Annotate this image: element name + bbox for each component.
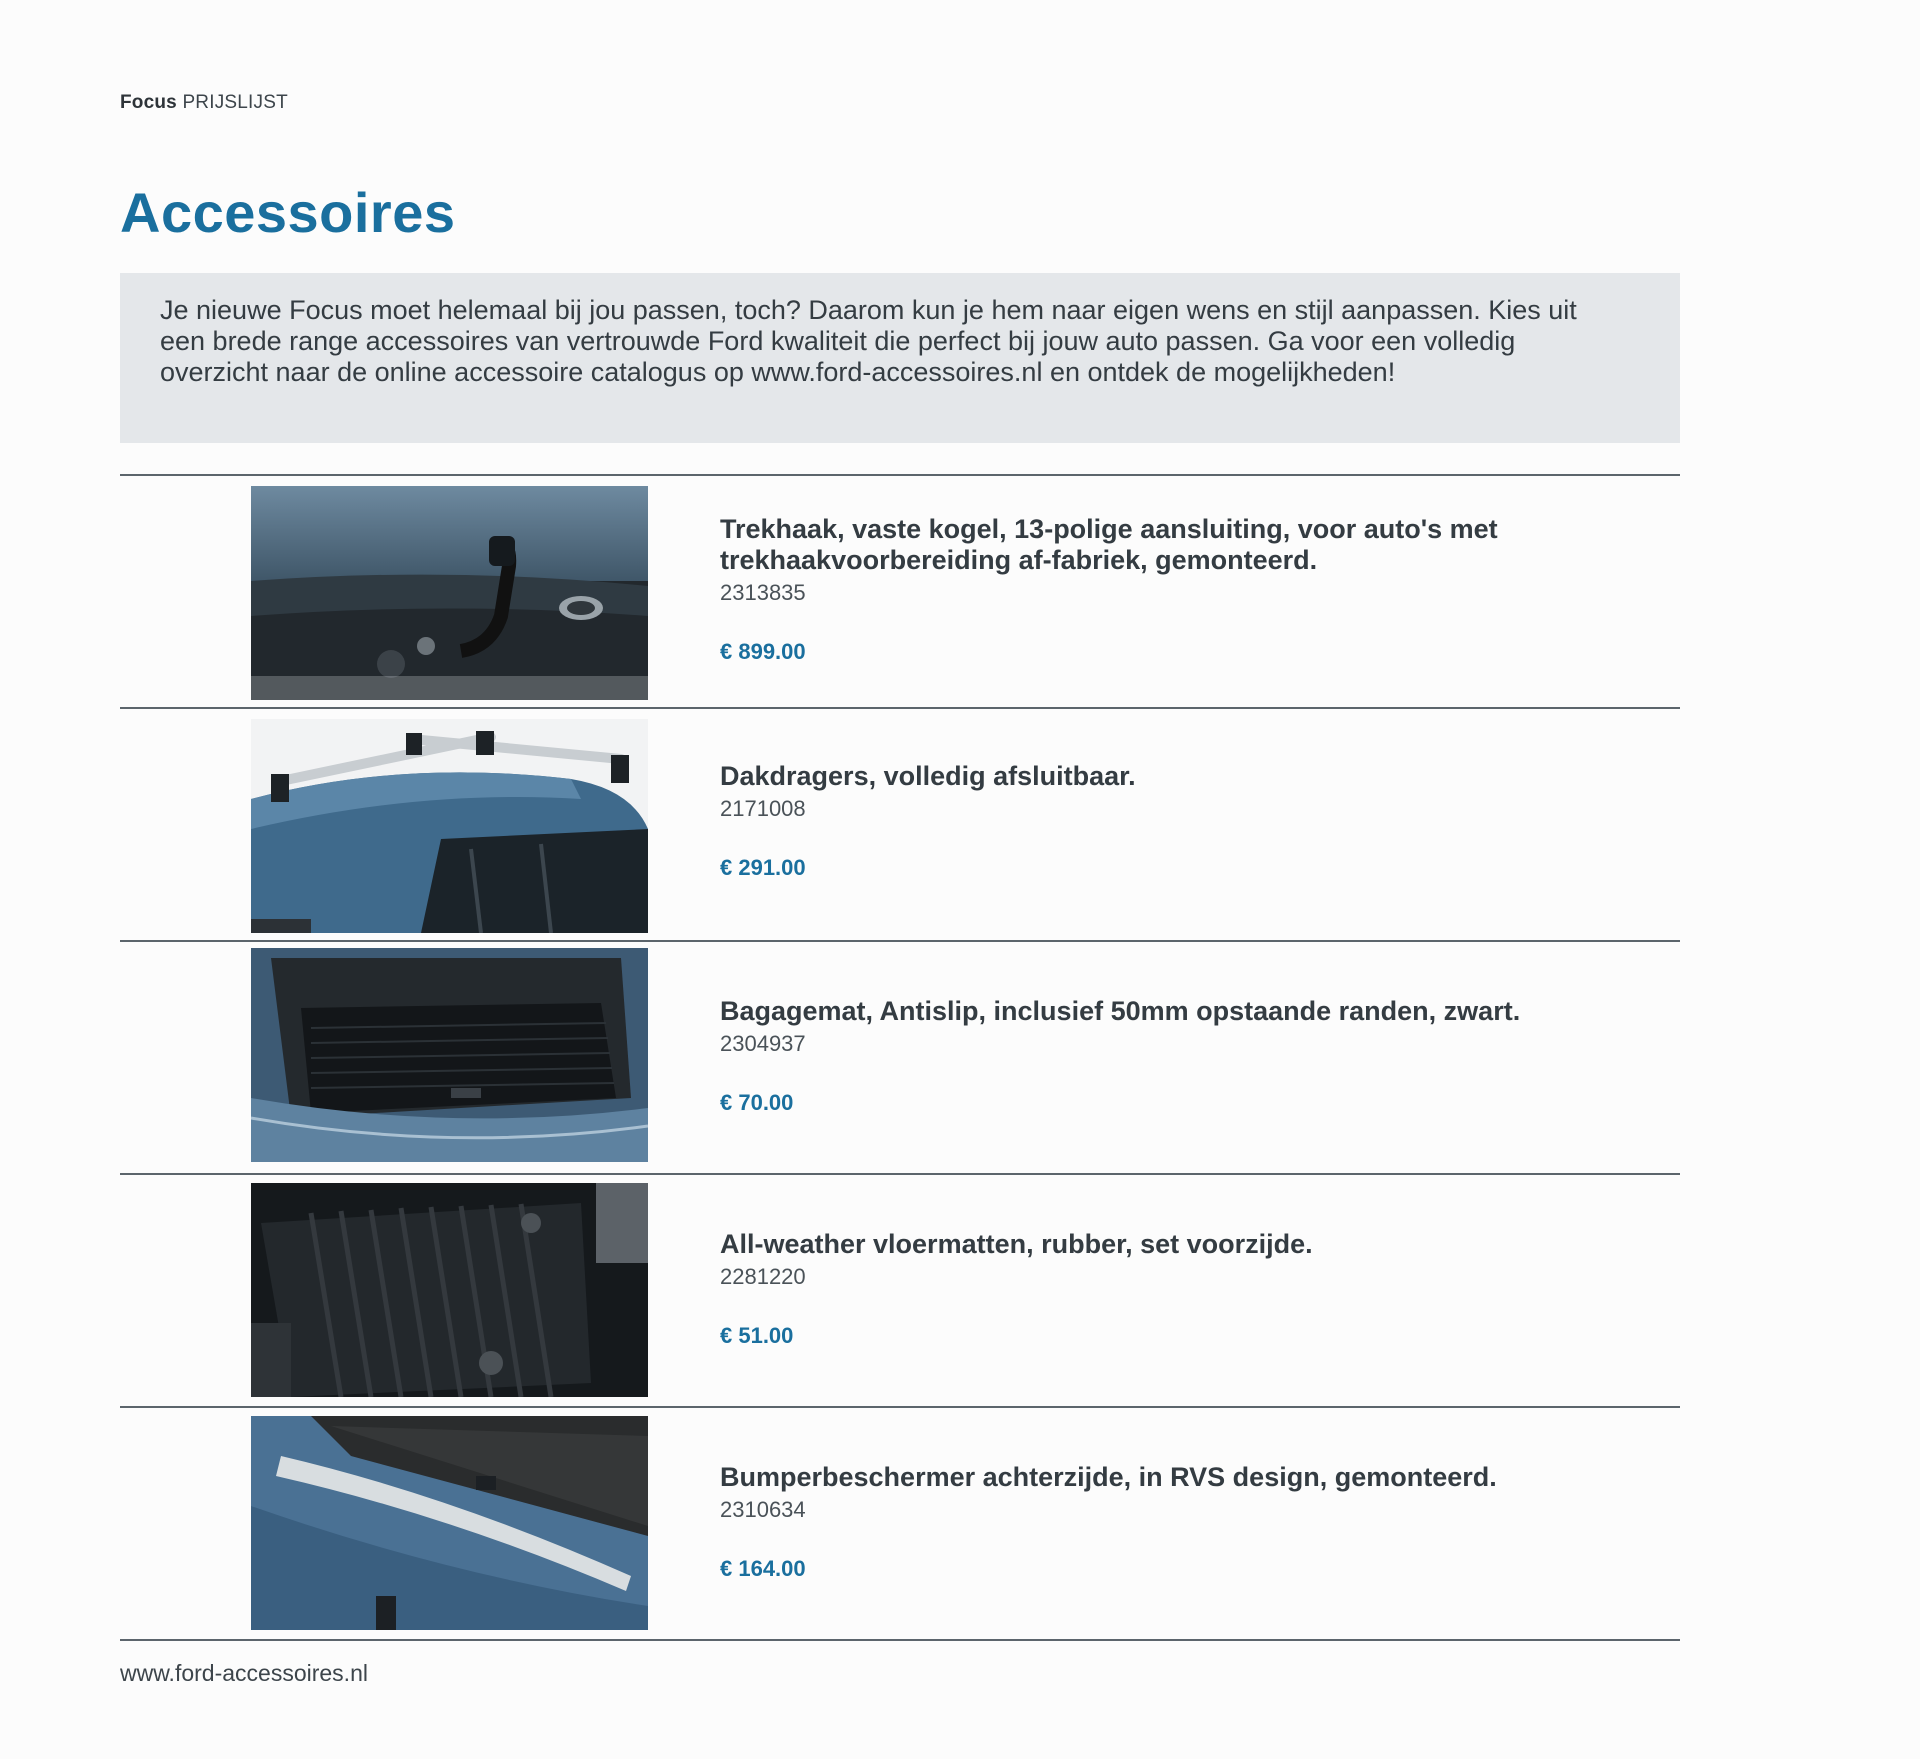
intro-box: [120, 273, 1680, 443]
roof-rack-illustration: [251, 719, 648, 933]
product-name: [720, 514, 1620, 576]
roof-rack-photo: [251, 719, 648, 939]
product-code: 2281220: [720, 1264, 806, 1289]
bumper-protector-photo: [251, 1416, 648, 1632]
bumper-protector-illustration: [251, 1416, 648, 1630]
floor-mats-photo: [251, 1183, 648, 1399]
product-info: [720, 514, 1620, 665]
product-row-bumper-protector: [120, 1408, 1680, 1639]
product-row-towbar: [120, 476, 1680, 707]
product-price: € 70.00: [720, 1090, 794, 1115]
product-row-luggage-mat: [120, 942, 1680, 1173]
product-code: 2171008: [720, 796, 806, 821]
floor-mats-illustration: [251, 1183, 648, 1397]
luggage-mat-illustration: [251, 948, 648, 1162]
divider: [120, 1639, 1680, 1641]
product-info: [720, 996, 1620, 1116]
product-code: 2313835: [720, 580, 806, 605]
product-info: [720, 1462, 1620, 1582]
product-info: [720, 761, 1620, 881]
product-price: € 51.00: [720, 1323, 794, 1348]
product-info: [720, 1229, 1620, 1349]
tow-bar-photo: [251, 486, 648, 700]
product-name-line: trekhaakvoorbereiding af-fabriek, gemonteerd.: [720, 545, 1318, 575]
footer-url[interactable]: www.ford-accessoires.nl: [120, 1660, 368, 1686]
product-price: € 291.00: [720, 855, 806, 880]
product-price: € 899.00: [720, 639, 806, 664]
product-name: All-weather vloermatten, rubber, set voorzijde.: [720, 1229, 1313, 1259]
product-code: 2310634: [720, 1497, 806, 1522]
header-brand: Focus: [120, 92, 177, 113]
product-price: € 164.00: [720, 1556, 806, 1581]
header-section: PRIJSLIJST: [182, 92, 288, 113]
product-list: [120, 474, 1680, 1641]
product-name: Bumperbeschermer achterzijde, in RVS design, gemonteerd.: [720, 1462, 1497, 1492]
product-row-floor-mats: [120, 1175, 1680, 1406]
tow-bar-illustration: [251, 486, 648, 700]
product-name: Dakdragers, volledig afsluitbaar.: [720, 761, 1136, 791]
page-title: Accessoires: [120, 181, 456, 244]
product-name-line: Trekhaak, vaste kogel, 13-polige aansluiting, voor auto's met: [720, 514, 1498, 544]
intro-line: een brede range accessoires van vertrouwde Ford kwaliteit die perfect bij jouw auto passen. Ga voor een volledig: [160, 326, 1516, 356]
intro-line: Je nieuwe Focus moet helemaal bij jou passen, toch? Daarom kun je hem naar eigen wens en stijl aanpassen. Kies uit: [160, 295, 1577, 325]
intro-line: overzicht naar de online accessoire catalogus op www.ford-accessoires.nl en ontdek de mogelijkheden!: [160, 357, 1396, 387]
product-row-roof-rack: [120, 709, 1680, 940]
product-name: Bagagemat, Antislip, inclusief 50mm opstaande randen, zwart.: [720, 996, 1521, 1026]
luggage-mat-photo: [251, 948, 648, 1164]
document-header: [120, 92, 288, 114]
product-code: 2304937: [720, 1031, 806, 1056]
